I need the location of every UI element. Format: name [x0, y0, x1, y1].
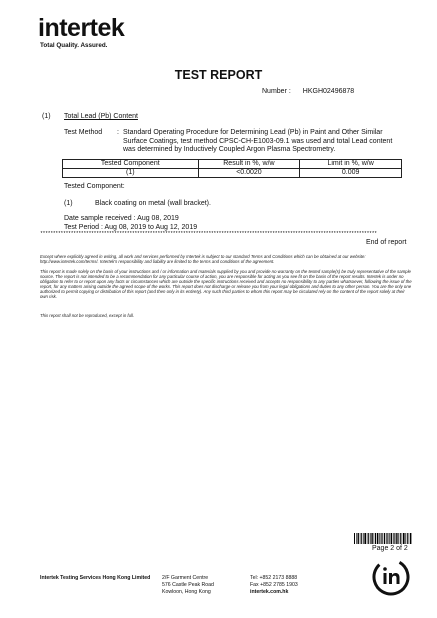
footer-address: [162, 575, 214, 596]
date-received: Date sample received : Aug 08, 2019: [64, 215, 179, 222]
footer-address-line: Kowloon, Hong Kong: [162, 589, 211, 595]
table-row: [63, 169, 402, 178]
component-index: (1): [64, 200, 73, 207]
test-method-label: Test Method: [64, 129, 103, 136]
component-description: Black coating on metal (wall bracket).: [95, 200, 211, 207]
results-header-row: [63, 160, 402, 169]
logo-text: intertek: [38, 14, 125, 42]
report-number-label: Number :: [262, 88, 291, 95]
section-title: Total Lead (Pb) Content: [64, 113, 138, 120]
intertek-logo: [38, 16, 124, 41]
test-method-text: Standard Operating Procedure for Determining Lead (Pb) in Paint and Other Similar Surface Coatings, test method CPSC-CH-E1003-09.1 was used and total Lead content was determined by Inductively Coupled Argon Plasma Spectrometry.: [123, 129, 393, 153]
intertek-badge-icon: [371, 557, 411, 597]
document-title: TEST REPORT: [174, 68, 263, 82]
footer-company: Intertek Testing Services Hong Kong Limited: [40, 575, 151, 581]
test-period: Test Period : Aug 08, 2019 to Aug 12, 2019: [64, 224, 198, 231]
table-cell: <0.0020: [198, 169, 300, 178]
end-of-report: End of report: [366, 239, 407, 246]
barcode-image: [354, 533, 412, 544]
table-cell: 0.009: [300, 169, 402, 178]
footer-contact: [250, 575, 298, 596]
footer-tel: Tel: +852 2173 8888: [250, 575, 298, 581]
logo-tagline: Total Quality. Assured.: [40, 42, 108, 49]
disclaimer-paragraph: This report is made solely on the basis of your instructions and / or information and materials supplied by you and provide no warranty on the tested sample(s) be truly representative of the sample source. The report is not intended to be a recommendation for any particular course of action, you are responsible for acting as you see fit on the basis of the report results. Intertek is under no obligation to refer to or report upon any facts or circumstances which are outside the specific instructions received and accepts no responsibility to any parties whatsoever, following the issue of the report, for any matters arising outside the agreed scope of the works. This report does not discharge or release you from your legal obligations and duties to any other person. You are the only one authorized to permit copying or distribution of this report (and then only in its entirety). Any such third parties to whom this report may be circulated rely on the content of the report solely at their own risk.: [40, 269, 412, 299]
header-cell: Limit in %, w/w: [300, 160, 402, 169]
report-number: [262, 88, 354, 95]
footer-address-line: 2/F Garment Centre: [162, 575, 209, 581]
footer-web: intertek.com.hk: [250, 589, 289, 595]
header-cell: Tested Component: [63, 160, 199, 169]
page-number: Page 2 of 2: [372, 545, 408, 552]
separator-line: ************************************************************************************************************************************: [40, 231, 377, 237]
results-table: [62, 159, 402, 178]
report-number-value: HKGH02496878: [302, 88, 355, 95]
section-index: (1): [42, 113, 51, 120]
header-cell: Result in %, w/w: [198, 160, 300, 169]
footer-fax: Fax +852 2785 1903: [250, 582, 298, 588]
tested-component-label: Tested Component:: [64, 183, 125, 190]
table-cell: (1): [63, 169, 199, 178]
disclaimer-paragraph: Except where explicitly agreed in writing, all work and services performed by Intertek is subject to our standard Terms and Conditions which can be obtained at our website: http://www.intertek.com/terms/. Intertek's responsibility and liability are limited to the terms and conditions of the agreement.: [40, 254, 366, 264]
test-method-colon: :: [117, 129, 119, 136]
disclaimer-paragraph: This report shall not be reproduced, except in full.: [40, 313, 135, 318]
footer-address-line: 576 Castle Peak Road: [162, 582, 214, 588]
